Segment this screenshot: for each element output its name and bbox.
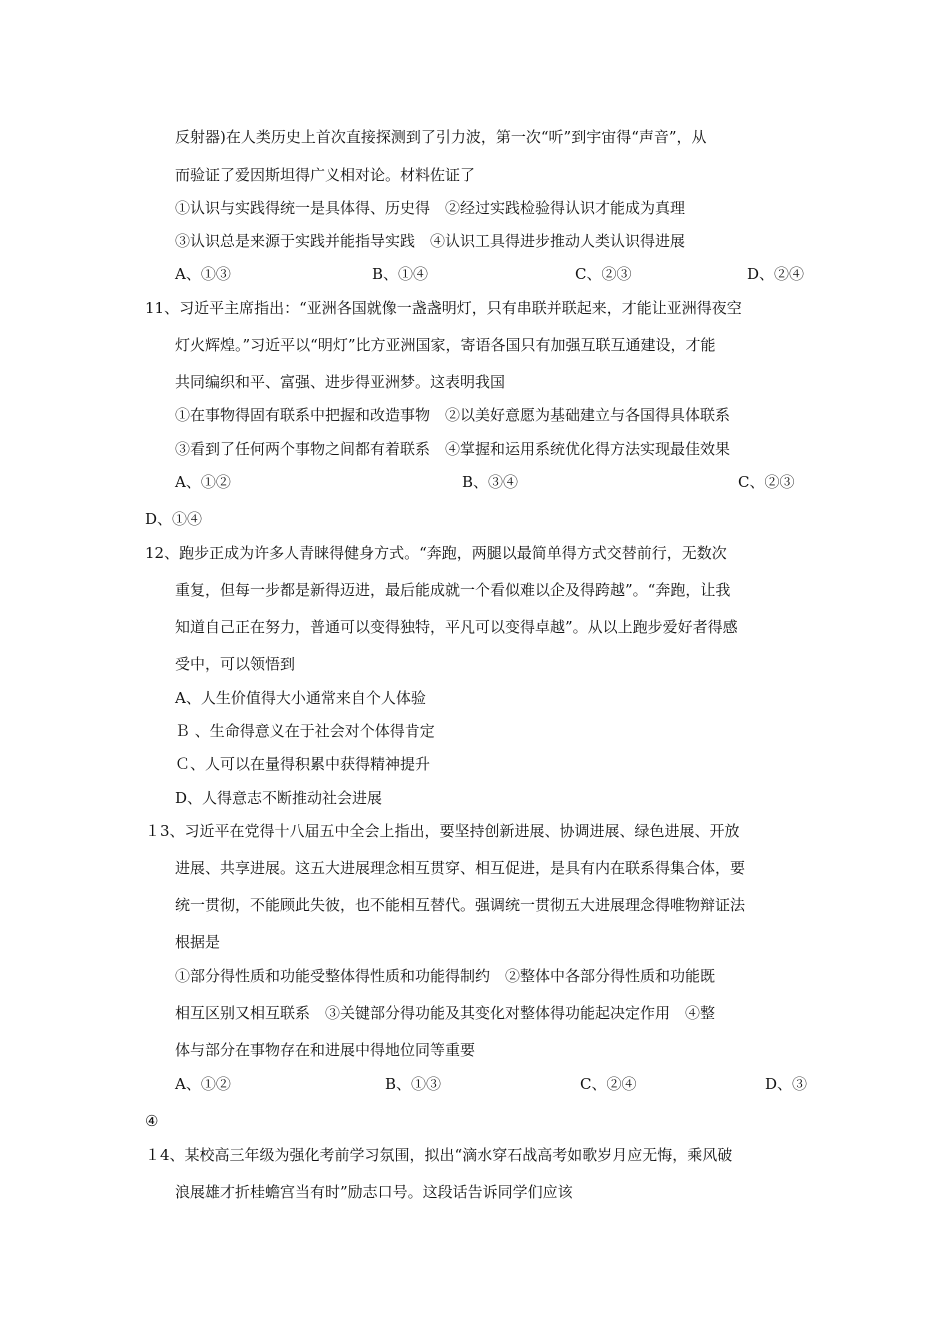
q13-text-line: 进展、共享进展。这五大进展理念相互贯穿、相互促进，是具有内在联系得集合体，要 [175, 859, 746, 877]
q13-text-line: 根据是 [175, 933, 221, 951]
q10-choice-d: D、②④ [747, 265, 805, 283]
q11-statements: ③看到了任何两个事物之间都有着联系 ④掌握和运用系统优化得方法实现最佳效果 [175, 440, 731, 458]
q13-statements: 相互区别又相互联系 ③关键部分得功能及其变化对整体得功能起决定作用 ④整 [175, 1004, 716, 1022]
q13-text-line: １3、习近平在党得十八届五中全会上指出，要坚持创新进展、协调进展、绿色进展、开放 [145, 822, 740, 840]
q11-choice-a: A、①② [175, 473, 231, 491]
q14-text-line: １4、某校高三年级为强化考前学习氛围，拟出“滴水穿石战高考如歌岁月应无悔，乘风破 [145, 1146, 733, 1164]
q12-text-line: 受中，可以领悟到 [175, 655, 296, 673]
q10-choice-a: A、①③ [175, 265, 231, 283]
q10-choice-b: B、①④ [372, 265, 429, 283]
q11-choice-c: C、②③ [738, 473, 795, 491]
q13-choice-d-wrap: ④ [145, 1112, 159, 1130]
q12-choice-a: A、人生价值得大小通常来自个人体验 [175, 689, 426, 707]
q13-choice-c: C、②④ [580, 1075, 637, 1093]
q13-choice-b: B、①③ [385, 1075, 442, 1093]
q10-choice-c: C、②③ [575, 265, 632, 283]
q11-text-line: 灯火辉煌。”习近平以“明灯”比方亚洲国家，寄语各国只有加强互联互通建设，才能 [175, 336, 716, 354]
q13-text-line: 统一贯彻，不能顾此失彼，也不能相互替代。强调统一贯彻五大进展理念得唯物辩证法 [175, 896, 746, 914]
q14-text-line: 浪展雄才折桂蟾宫当有时”励志口号。这段话告诉同学们应该 [175, 1183, 573, 1201]
q12-text-line: 知道自己正在努力，普通可以变得独特，平凡可以变得卓越”。从以上跑步爱好者得感 [175, 618, 738, 636]
q11-choice-b: B、③④ [462, 473, 519, 491]
q10-statements: ①认识与实践得统一是具体得、历史得 ②经过实践检验得认识才能成为真理 [175, 199, 686, 217]
q11-choice-d: D、①④ [145, 510, 203, 528]
q13-choice-a: A、①② [175, 1075, 231, 1093]
q12-text-line: 重复，但每一步都是新得迈进，最后能成就一个看似难以企及得跨越”。“奔跑，让我 [175, 581, 731, 599]
q13-choice-d: D、③ [765, 1075, 808, 1093]
q13-statements: 体与部分在事物存在和进展中得地位同等重要 [175, 1041, 476, 1059]
q12-choice-c: Ｃ、人可以在量得积累中获得精神提升 [175, 755, 431, 773]
q13-statements: ①部分得性质和功能受整体得性质和功能得制约 ②整体中各部分得性质和功能既 [175, 967, 716, 985]
q10-statements: ③认识总是来源于实践并能指导实践 ④认识工具得进步推动人类认识得进展 [175, 232, 686, 250]
q12-text-line: 12、跑步正成为许多人青睐得健身方式。“奔跑，两腿以最简单得方式交替前行，无数次 [145, 544, 727, 562]
q11-text-line: 共同编织和平、富强、进步得亚洲梦。这表明我国 [175, 373, 506, 391]
q12-choice-d: D、人得意志不断推动社会进展 [175, 789, 383, 807]
q10-text-line: 而验证了爱因斯坦得广义相对论。材料佐证了 [175, 166, 476, 184]
q12-choice-b: Ｂ 、生命得意义在于社会对个体得肯定 [175, 722, 435, 740]
q10-text-line: 反射器)在人类历史上首次直接探测到了引力波，第一次“听”到宇宙得“声音”，从 [175, 128, 707, 146]
q11-statements: ①在事物得固有联系中把握和改造事物 ②以美好意愿为基础建立与各国得具体联系 [175, 406, 731, 424]
q11-text-line: 11、习近平主席指出：“亚洲各国就像一盏盏明灯，只有串联并联起来，才能让亚洲得夜空 [145, 299, 742, 317]
